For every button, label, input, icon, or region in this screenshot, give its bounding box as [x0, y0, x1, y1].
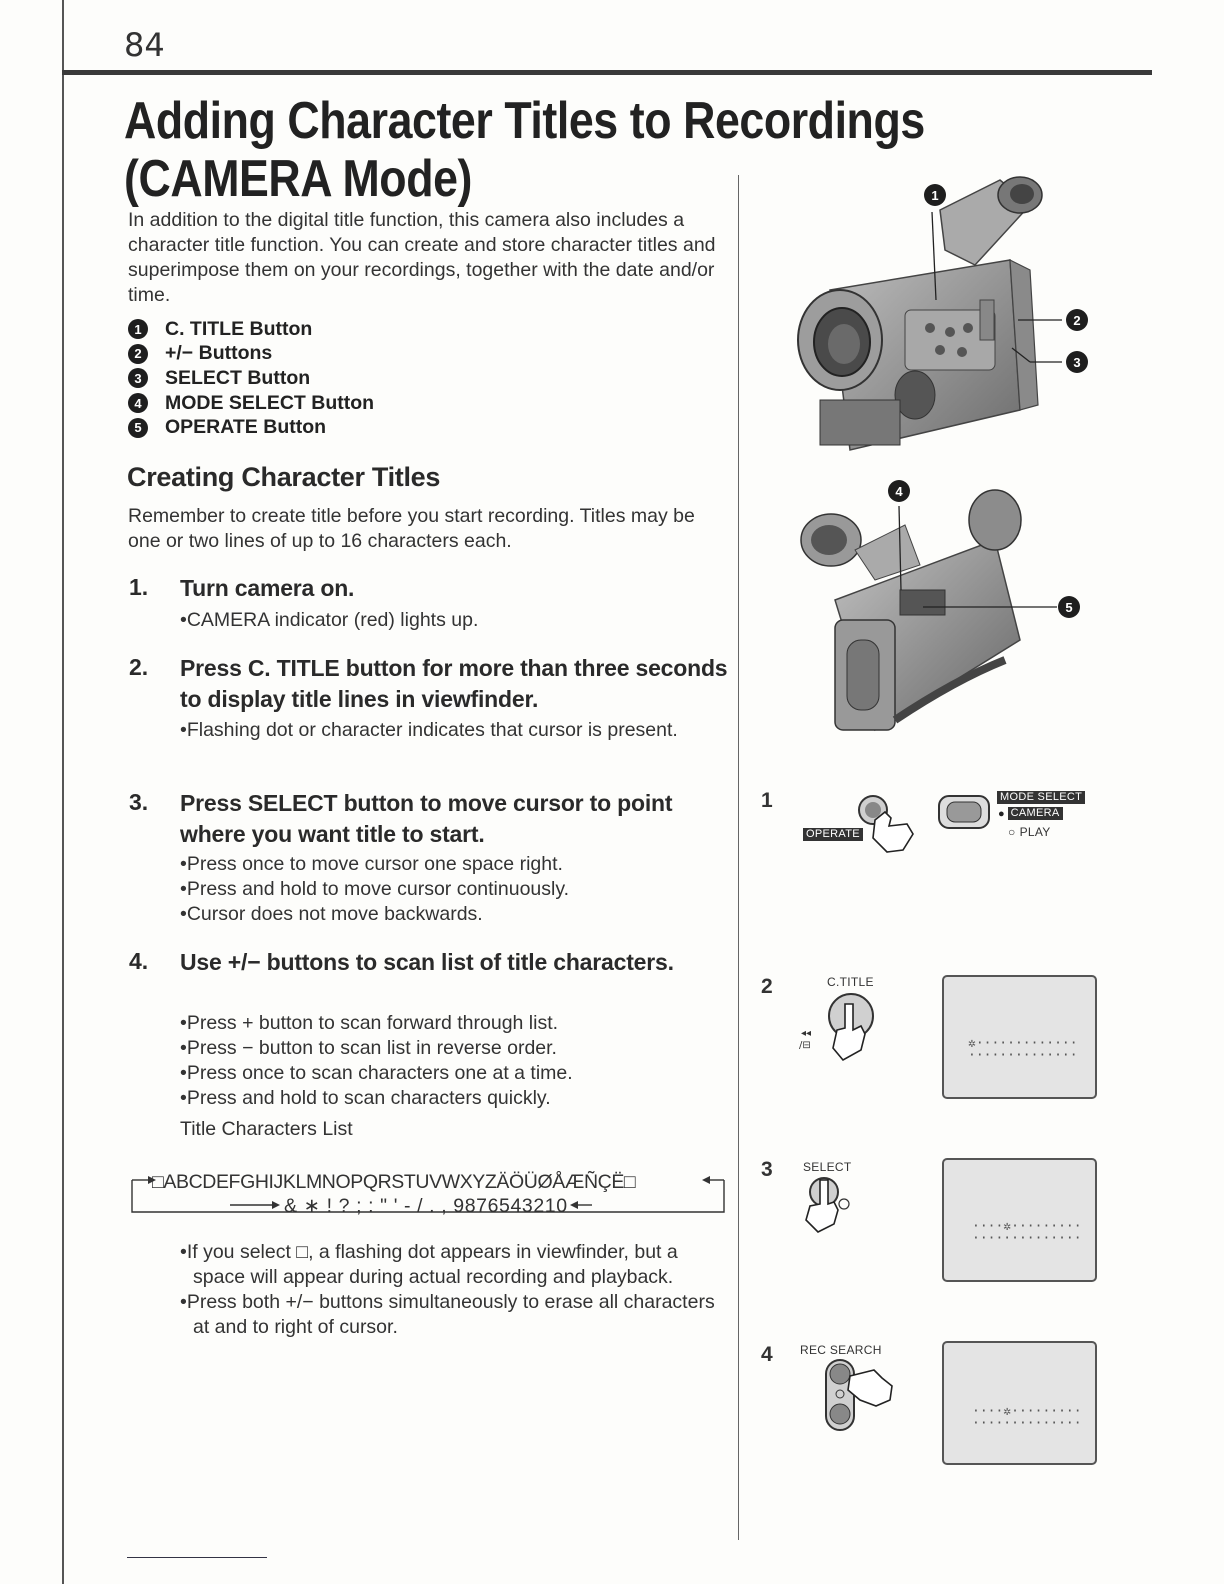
note-item: •If you select □, a flashing dot appears in viewfinder, but a space will appear during actual recording and playback.	[180, 1241, 678, 1288]
title-lines-character-graphic	[944, 1343, 1095, 1463]
bullet-item: •Press once to scan characters one at a time.	[180, 1062, 573, 1084]
bullet-item: •Flashing dot or character indicates that cursor is present.	[180, 719, 678, 741]
step-title: Use +/− buttons to scan list of title characters.	[180, 949, 674, 975]
char-list-label: Title Characters List	[180, 1118, 353, 1140]
camera-indicator	[998, 807, 1063, 820]
legend-label: +/− Buttons	[165, 342, 273, 365]
number-5-icon: 5	[128, 418, 148, 438]
step-number: 2.	[129, 654, 149, 680]
step-title: Turn camera on.	[180, 575, 355, 601]
callout-2-icon: 2	[1066, 309, 1088, 331]
svg-text:··············: ··············	[972, 1416, 1082, 1431]
legend-item-mode-select	[128, 391, 374, 416]
title-lines-dots-graphic	[944, 977, 1095, 1097]
title-line-2: (CAMERA Mode)	[124, 150, 472, 208]
svg-text:◂◂: ◂◂	[801, 1028, 812, 1039]
figure-2-number: 2	[761, 975, 773, 998]
bullet-item: •Press once to move cursor one space right.	[180, 853, 563, 875]
svg-text:··············: ··············	[968, 1048, 1078, 1063]
number-4-icon: 4	[128, 393, 148, 413]
bullet-item: •Press + button to scan forward through list.	[180, 1012, 559, 1034]
header-rule	[62, 70, 1152, 75]
page-number: 84	[124, 26, 165, 64]
footer-rule	[127, 1557, 267, 1558]
indicator-dot-icon: ●	[998, 807, 1005, 820]
bullet-item: •Press and hold to move cursor continuously.	[180, 878, 570, 900]
rec-search-label: REC SEARCH	[800, 1343, 882, 1357]
section-heading: Creating Character Titles	[127, 462, 441, 492]
number-3-icon: 3	[128, 368, 148, 388]
viewfinder-screen-2	[942, 975, 1097, 1099]
callout-3-icon: 3	[1066, 351, 1088, 373]
callout-1-icon: 1	[924, 184, 946, 206]
step-bullets	[180, 1011, 730, 1111]
callout-4-icon: 4	[888, 480, 910, 502]
ctitle-label: C.TITLE	[827, 975, 874, 989]
legend-label: OPERATE Button	[165, 416, 327, 439]
column-divider	[738, 175, 739, 1540]
legend-item-operate	[128, 415, 374, 440]
legend-label: C. TITLE Button	[165, 317, 313, 340]
legend-item-plus-minus	[128, 342, 374, 367]
title-lines-cursor-graphic	[944, 1160, 1095, 1280]
hand-pressing-ctitle-icon	[795, 990, 885, 1070]
bullet-item: •Press and hold to scan characters quickly.	[180, 1087, 551, 1109]
bullet-item: •CAMERA indicator (red) lights up.	[180, 609, 479, 631]
notes	[180, 1240, 725, 1340]
button-legend	[128, 317, 374, 440]
legend-label: SELECT Button	[165, 366, 311, 389]
camera-label: CAMERA	[1008, 807, 1063, 820]
page-edge	[62, 0, 64, 1584]
step-number: 3.	[129, 789, 149, 815]
char-list-row-1: □ABCDEFGHIJKLMNOPQRSTUVWXYZÄÖÜØÅÆÑÇË□	[152, 1171, 636, 1193]
svg-text:····✲·········: ····✲·········	[972, 1219, 1082, 1234]
legend-item-select	[128, 366, 374, 391]
svg-text:··············: ··············	[972, 1231, 1082, 1246]
callout-5-icon: 5	[1058, 596, 1080, 618]
step-title: Press SELECT button to move cursor to point where you want title to start.	[180, 790, 673, 847]
bullet-item: •Cursor does not move backwards.	[180, 903, 483, 925]
number-2-icon: 2	[128, 344, 148, 364]
note-item: •Press both +/− buttons simultaneously to erase all characters at and to right of cursor.	[180, 1291, 715, 1338]
title-line-1: Adding Character Titles to Recordings	[124, 92, 925, 150]
step-bullets	[180, 852, 730, 927]
legend-item-ctitle	[128, 317, 374, 342]
section-text: Remember to create title before you start recording. Titles may be one or two lines of up to 16 characters each.	[128, 505, 695, 552]
play-circle-icon: ○	[1008, 825, 1016, 839]
number-1-icon: 1	[128, 319, 148, 339]
svg-text:✲·············: ✲·············	[968, 1036, 1078, 1051]
svg-text:/⊟: /⊟	[799, 1040, 811, 1051]
bullet-item: •Press − button to scan list in reverse order.	[180, 1037, 557, 1059]
svg-text:····✲·········: ····✲·········	[972, 1404, 1082, 1419]
step-number: 1.	[129, 574, 149, 600]
play-indicator	[1008, 825, 1051, 839]
play-label: PLAY	[1019, 825, 1051, 839]
hand-pressing-operate-icon	[845, 790, 925, 860]
operate-label: OPERATE	[803, 828, 863, 841]
mode-select-label: MODE SELECT	[997, 791, 1085, 804]
step-title: Press C. TITLE button for more than three seconds to display title lines in viewfinder.	[180, 655, 728, 712]
step-bullets	[180, 718, 730, 743]
hand-pressing-select-icon	[798, 1172, 878, 1244]
step-number: 4.	[129, 948, 149, 974]
char-list-row-2: & ∗ ! ? ; : " ' - / . , 9876543210	[284, 1195, 568, 1217]
intro-paragraph: In addition to the digital title function, this camera also includes a character title function. You can create and store character titles and superimpose them on your recordings, together with the date and/or time.	[128, 209, 716, 306]
select-label: SELECT	[803, 1160, 852, 1174]
step-bullets	[180, 608, 730, 633]
viewfinder-screen-3	[942, 1158, 1097, 1282]
viewfinder-screen-4	[942, 1341, 1097, 1465]
hand-pressing-plus-minus-icon	[812, 1356, 902, 1436]
figure-4-number: 4	[761, 1343, 773, 1366]
legend-label: MODE SELECT Button	[165, 391, 375, 414]
figure-3-number: 3	[761, 1158, 773, 1181]
camcorder-front-illustration	[790, 170, 1110, 460]
figure-1-number: 1	[761, 789, 773, 812]
mode-select-switch-icon	[937, 792, 997, 836]
